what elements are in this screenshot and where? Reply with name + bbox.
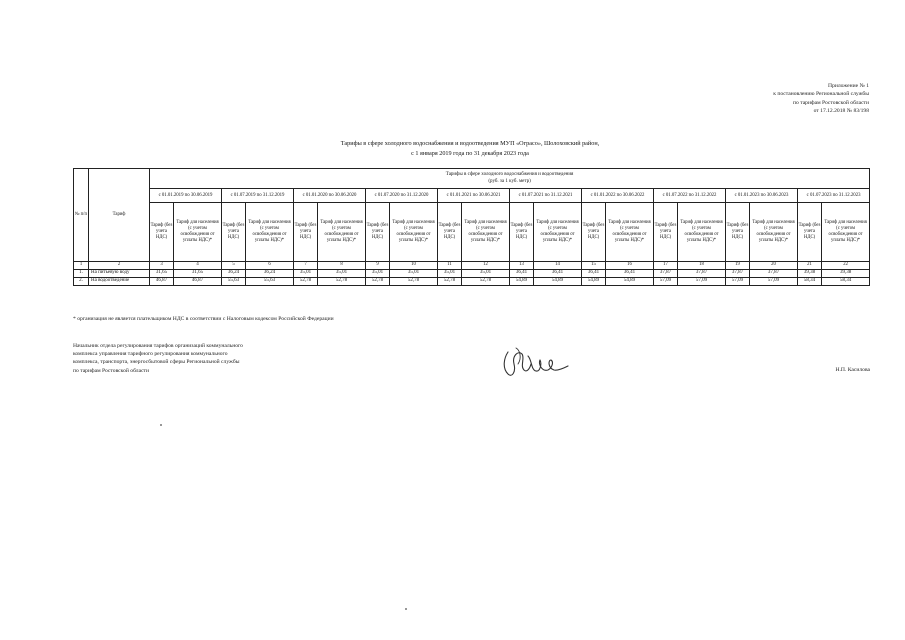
column-number: 8	[318, 262, 366, 270]
column-number: 2	[89, 262, 150, 270]
tariff-value-cell: 52,78	[390, 278, 438, 286]
column-number: 12	[462, 262, 510, 270]
period-header: с 01.07.2023 по 31.12.2023	[798, 189, 870, 203]
header-main-title: Тарифы в сфере холодного водоснабжения и водоотведения	[445, 171, 574, 177]
tariff-population-header: Тариф для населения (с учетом освобождения от уплаты НДС)*	[390, 203, 438, 262]
tariff-population-header: Тариф для населения (с учетом освобождения от уплаты НДС)*	[534, 203, 582, 262]
appendix-header	[773, 82, 869, 115]
tariff-value-cell: 54,89	[510, 278, 534, 286]
period-header: с 01.07.2020 по 31.12.2020	[366, 189, 438, 203]
tariff-value-cell: 57,09	[654, 278, 678, 286]
period-header: с 01.07.2021 по 31.12.2021	[510, 189, 582, 203]
signer-line-1: Начальник отдела регулирования тарифов организаций коммунального	[73, 343, 243, 349]
signer-line-4: по тарифам Ростовской области	[73, 367, 149, 374]
table-row	[74, 270, 870, 278]
tariff-population-header: Тариф для населения (с учетом освобождения от уплаты НДС)*	[822, 203, 870, 262]
period-header: с 01.01.2021 по 30.06.2021	[438, 189, 510, 203]
column-number: 15	[582, 262, 606, 270]
tariff-without-vat-header: Тариф (без учета НДС)	[150, 203, 174, 262]
column-number: 16	[606, 262, 654, 270]
column-number: 10	[390, 262, 438, 270]
column-number: 18	[678, 262, 726, 270]
tariff-value-cell: 57,09	[678, 278, 726, 286]
appendix-line-2: к постановлению Региональной службы	[773, 91, 869, 98]
column-number: 19	[726, 262, 750, 270]
period-header: с 01.01.2020 по 30.06.2020	[294, 189, 366, 203]
tariff-without-vat-header: Тариф (без учета НДС)	[654, 203, 678, 262]
column-number: 1	[74, 262, 89, 270]
tariff-without-vat-header: Тариф (без учета НДС)	[294, 203, 318, 262]
signer-line-2: комплекса управления тарифного регулирования коммунального	[73, 351, 228, 358]
tariff-without-vat-header: Тариф (без учета НДС)	[582, 203, 606, 262]
tariff-value-cell: 46,87	[174, 278, 222, 286]
scan-speck	[160, 424, 162, 426]
tariff-value-cell: 52,78	[318, 278, 366, 286]
column-number: 9	[366, 262, 390, 270]
column-number: 20	[750, 262, 798, 270]
tariff-value-cell: 55,63	[246, 278, 294, 286]
column-number: 11	[438, 262, 462, 270]
tariff-table	[73, 168, 870, 286]
tariff-value-cell: 52,78	[294, 278, 318, 286]
scan-speck	[405, 608, 407, 610]
signer-title	[73, 342, 243, 375]
column-number: 5	[222, 262, 246, 270]
tariff-value-cell: 39,38	[822, 270, 870, 278]
appendix-line-1: Приложение № 1	[828, 83, 869, 89]
tariff-value-cell: 37,87	[654, 270, 678, 278]
tariff-population-header: Тариф для населения (с учетом освобождения от уплаты НДС)*	[318, 203, 366, 262]
tariff-value-cell: 35,01	[294, 270, 318, 278]
period-header: с 01.01.2019 по 30.06.2019	[150, 189, 222, 203]
row-tariff-name: На питьевую воду	[89, 270, 150, 278]
tariff-value-cell: 54,89	[534, 278, 582, 286]
tariff-value-cell: 35,01	[318, 270, 366, 278]
tariff-population-header: Тариф для населения (с учетом освобождения от уплаты НДС)*	[750, 203, 798, 262]
tariff-value-cell: 35,01	[390, 270, 438, 278]
header-tariff: Тариф	[89, 169, 150, 262]
column-number: 7	[294, 262, 318, 270]
tariff-without-vat-header: Тариф (без учета НДС)	[510, 203, 534, 262]
tariff-population-header: Тариф для населения (с учетом освобождения от уплаты НДС)*	[174, 203, 222, 262]
signer-name: Н.П. Касилова	[835, 367, 870, 373]
tariff-without-vat-header: Тариф (без учета НДС)	[438, 203, 462, 262]
tariff-value-cell: 37,87	[750, 270, 798, 278]
tariff-value-cell: 39,38	[798, 270, 822, 278]
tariff-value-cell: 36,41	[582, 270, 606, 278]
row-number: 1.	[74, 270, 89, 278]
tariff-value-cell: 36,41	[534, 270, 582, 278]
tariff-value-cell: 55,63	[222, 278, 246, 286]
tariff-without-vat-header: Тариф (без учета НДС)	[726, 203, 750, 262]
tariff-without-vat-header: Тариф (без учета НДС)	[222, 203, 246, 262]
tariff-value-cell: 36,41	[606, 270, 654, 278]
column-number: 22	[822, 262, 870, 270]
tariff-without-vat-header: Тариф (без учета НДС)	[366, 203, 390, 262]
tariff-population-header: Тариф для населения (с учетом освобождения от уплаты НДС)*	[606, 203, 654, 262]
tariff-value-cell: 37,87	[678, 270, 726, 278]
tariff-value-cell: 37,87	[726, 270, 750, 278]
tariff-value-cell: 36,24	[246, 270, 294, 278]
tariff-value-cell: 31,65	[150, 270, 174, 278]
appendix-line-3: по тарифам Ростовской области	[793, 99, 869, 106]
tariff-value-cell: 35,01	[366, 270, 390, 278]
handwritten-signature	[498, 344, 578, 384]
tariff-value-cell: 54,89	[582, 278, 606, 286]
header-tariffs-group	[150, 169, 870, 189]
tariff-value-cell: 36,41	[510, 270, 534, 278]
table-row	[74, 278, 870, 286]
row-tariff-name: На водоотведение	[89, 278, 150, 286]
tariff-value-cell: 52,78	[438, 278, 462, 286]
tariff-value-cell: 46,87	[150, 278, 174, 286]
period-header: с 01.01.2023 по 30.06.2023	[726, 189, 798, 203]
footnote: * организация не является плательщиком НДС в соответствии с Налоговым кодексом Российской Федерации	[73, 316, 334, 322]
tariff-value-cell: 36,24	[222, 270, 246, 278]
tariff-value-cell: 52,78	[366, 278, 390, 286]
header-row-number: № п/п	[74, 169, 89, 262]
tariff-population-header: Тариф для населения (с учетом освобождения от уплаты НДС)*	[246, 203, 294, 262]
tariff-value-cell: 31,65	[174, 270, 222, 278]
column-number-row	[74, 262, 870, 270]
tariff-population-header: Тариф для населения (с учетом освобождения от уплаты НДС)*	[678, 203, 726, 262]
column-number: 21	[798, 262, 822, 270]
tariff-value-cell: 54,89	[606, 278, 654, 286]
tariff-population-header: Тариф для населения (с учетом освобождения от уплаты НДС)*	[462, 203, 510, 262]
row-number: 2.	[74, 278, 89, 286]
period-header: с 01.01.2022 по 30.06.2022	[582, 189, 654, 203]
title-line-1: Тарифы в сфере холодного водоснабжения и водоотведения МУП «Ограсо», Шолоховский район,	[340, 140, 600, 147]
tariff-value-cell: 58,34	[822, 278, 870, 286]
column-number: 13	[510, 262, 534, 270]
tariff-without-vat-header: Тариф (без учета НДС)	[798, 203, 822, 262]
column-number: 17	[654, 262, 678, 270]
column-number: 6	[246, 262, 294, 270]
tariff-value-cell: 57,09	[750, 278, 798, 286]
period-header: с 01.07.2019 по 31.12.2019	[222, 189, 294, 203]
signer-line-3: комплекса, транспорта, энергосбытовой сферы Региональной службы	[73, 359, 240, 366]
title-line-2: с 1 января 2019 года по 31 декабря 2023 года	[411, 149, 529, 157]
appendix-line-4: от 17.12.2018 № 83/198	[813, 107, 869, 114]
tariff-value-cell: 35,01	[438, 270, 462, 278]
period-header: с 01.07.2022 по 31.12.2022	[654, 189, 726, 203]
header-units: (руб. за 1 куб. метр)	[488, 178, 531, 184]
tariff-value-cell: 58,34	[798, 278, 822, 286]
document-title	[150, 139, 790, 158]
tariff-value-cell: 35,01	[462, 270, 510, 278]
column-number: 4	[174, 262, 222, 270]
tariff-value-cell: 52,78	[462, 278, 510, 286]
tariff-value-cell: 57,09	[726, 278, 750, 286]
column-number: 14	[534, 262, 582, 270]
column-number: 3	[150, 262, 174, 270]
